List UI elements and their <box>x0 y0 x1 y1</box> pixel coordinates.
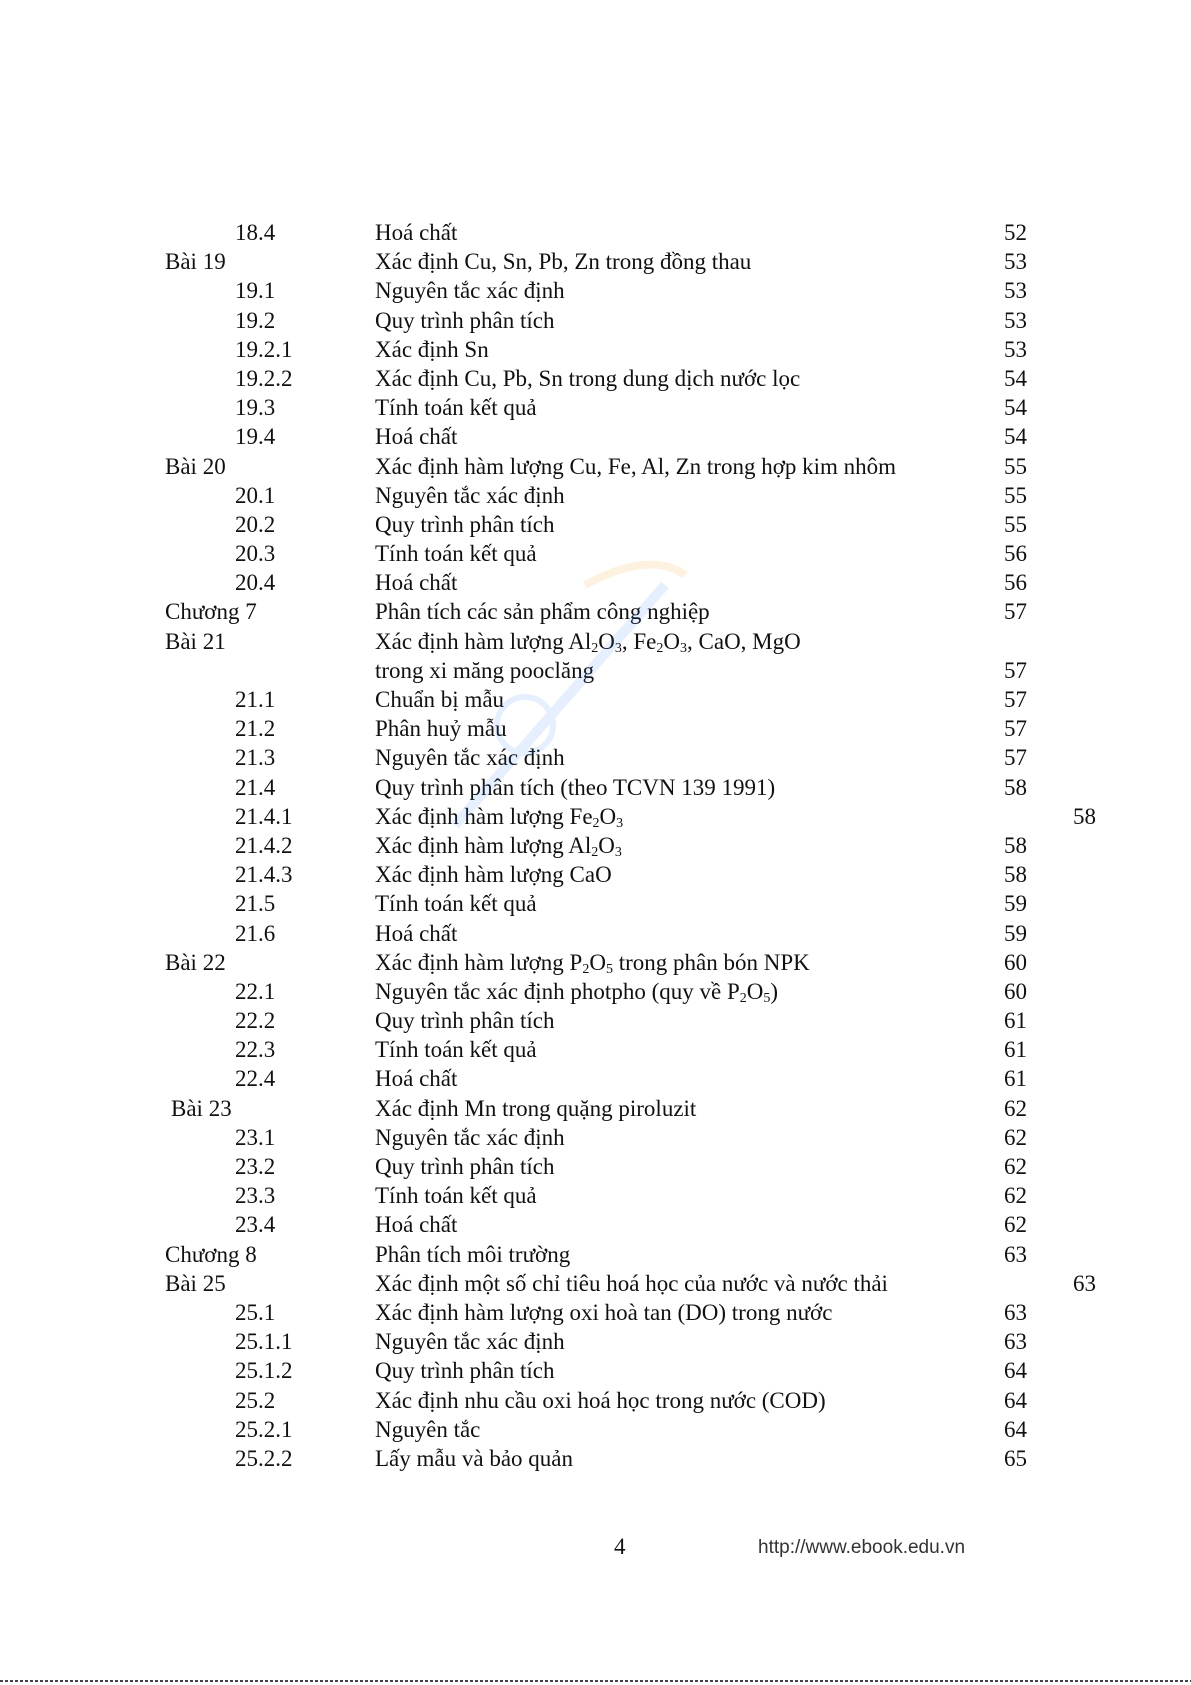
toc-entry-title: Tính toán kết quả <box>375 1037 537 1063</box>
toc-entry-page: 62 <box>1004 1154 1027 1179</box>
toc-entry-number: 21.2 <box>235 716 276 742</box>
toc-entry-title: Tính toán kết quả <box>375 1183 537 1209</box>
toc-entry-title: Chuẩn bị mẫu <box>375 687 505 712</box>
toc-entry <box>0 1389 1191 1418</box>
toc-entry-title: Quy trình phân tích (theo TCVN 139 1991) <box>375 774 776 800</box>
toc-entry-page: 57 <box>1004 687 1027 712</box>
toc-entry <box>0 484 1191 513</box>
toc-entry-number: 25.2.2 <box>235 1445 293 1471</box>
toc-entry <box>0 922 1191 951</box>
toc-entry-number: 25.2.1 <box>235 1416 293 1442</box>
toc-entry-title: Xác định hàm lượng $Al_2O_3$ <box>375 832 622 860</box>
toc-entry-title: Phân tích môi trường <box>375 1241 571 1267</box>
toc-entry-number: 21.3 <box>235 745 276 771</box>
toc-entry-page: 62 <box>1004 1183 1027 1209</box>
toc-entry <box>0 892 1191 921</box>
toc-entry-page: 62 <box>1004 1124 1027 1150</box>
toc-entry-title: Hoá chất <box>375 424 458 450</box>
toc-entry-number: Bài 22 <box>165 949 226 975</box>
table-of-contents <box>0 221 1191 1476</box>
toc-entry-title: Xác định hàm lượng $Fe_2O_3$ <box>375 803 624 831</box>
toc-entry-title: Xác định hàm lượng Cu, Fe, Al, Zn trong hợp kim nhôm <box>375 453 897 479</box>
toc-entry-number: 25.1.1 <box>235 1329 293 1355</box>
toc-entry-number: 22.4 <box>235 1066 276 1092</box>
toc-entry-page: 58 <box>1004 862 1027 888</box>
toc-entry <box>0 1038 1191 1067</box>
watermark-logo-icon <box>435 545 735 845</box>
toc-entry-number: 21.6 <box>235 920 276 946</box>
toc-entry-page: 53 <box>1004 249 1027 275</box>
toc-entry-page: 53 <box>1004 307 1027 333</box>
toc-entry-number: 18.4 <box>235 220 276 245</box>
toc-entry-page: 65 <box>1004 1445 1027 1471</box>
toc-entry-page: 58 <box>1004 774 1027 800</box>
toc-entry <box>0 455 1191 484</box>
toc-entry-page: 60 <box>1004 978 1027 1004</box>
toc-entry-title: Nguyên tắc xác định <box>375 1124 565 1150</box>
toc-entry-page: 55 <box>1004 511 1027 537</box>
toc-entry-title: Hoá chất <box>375 1066 458 1092</box>
toc-entry-number: 20.2 <box>235 511 276 537</box>
footer-url[interactable]: http://www.ebook.edu.vn <box>758 1537 966 1558</box>
toc-entry-page: 64 <box>1004 1358 1027 1384</box>
toc-entry <box>0 1272 1191 1301</box>
toc-entry-number: 23.4 <box>235 1212 276 1238</box>
bottom-rule <box>0 1680 1191 1682</box>
toc-entry-title: Hoá chất <box>375 220 458 245</box>
toc-entry-page: 59 <box>1004 891 1027 917</box>
toc-entry-page: 63 <box>1073 1270 1096 1296</box>
toc-entry <box>0 1243 1191 1272</box>
toc-entry-number: 19.2.1 <box>235 336 293 362</box>
toc-entry-number: Bài 25 <box>165 1270 226 1296</box>
toc-entry-number: Bài 19 <box>165 249 226 275</box>
toc-entry-title: Xác định hàm lượng $P_2O_5$ trong phân bón NPK <box>375 949 810 977</box>
toc-entry-page: 59 <box>1004 920 1027 946</box>
toc-entry <box>0 338 1191 367</box>
toc-entry-page: 64 <box>1004 1416 1027 1442</box>
toc-entry-page: 54 <box>1004 424 1027 450</box>
toc-entry-number: 21.4.1 <box>235 803 293 829</box>
toc-entry-number: 21.5 <box>235 891 276 917</box>
toc-entry <box>0 221 1191 250</box>
toc-entry-title: Tính toán kết quả <box>375 395 537 421</box>
toc-entry-page: 62 <box>1004 1095 1027 1121</box>
toc-entry-page: 57 <box>1004 657 1027 683</box>
toc-entry-number: 25.1 <box>235 1299 276 1325</box>
toc-entry-title: Hoá chất <box>375 570 458 596</box>
toc-entry-title: Quy trình phân tích <box>375 511 555 537</box>
toc-entry-page: 54 <box>1004 365 1027 391</box>
toc-entry-number: 20.1 <box>235 482 276 508</box>
toc-entry-page: 58 <box>1073 803 1096 829</box>
toc-entry-number: 21.4.2 <box>235 832 293 858</box>
toc-entry-number: Chương 7 <box>165 599 257 625</box>
toc-entry-page: 60 <box>1004 949 1027 975</box>
toc-entry-page: 61 <box>1004 1066 1027 1092</box>
toc-entry <box>0 425 1191 454</box>
toc-entry-number: 22.2 <box>235 1008 276 1034</box>
toc-entry-number: 19.3 <box>235 395 276 421</box>
toc-entry-title: Xác định Sn <box>375 336 489 362</box>
toc-entry <box>0 396 1191 425</box>
toc-entry <box>0 309 1191 338</box>
toc-entry-page: 54 <box>1004 395 1027 421</box>
toc-entry-title: Xác định hàm lượng CaO <box>375 862 612 888</box>
toc-entry-page: 61 <box>1004 1037 1027 1063</box>
toc-entry <box>0 1184 1191 1213</box>
toc-entry <box>0 1301 1191 1330</box>
toc-entry-page: 52 <box>1004 220 1027 245</box>
toc-entry-title: Nguyên tắc <box>375 1416 481 1442</box>
toc-entry <box>0 863 1191 892</box>
toc-entry-title: Quy trình phân tích <box>375 1154 555 1179</box>
toc-entry-title: Quy trình phân tích <box>375 1008 555 1034</box>
toc-entry-page: 56 <box>1004 541 1027 567</box>
toc-entry <box>0 1126 1191 1155</box>
toc-entry-page: 63 <box>1004 1241 1027 1267</box>
toc-entry-title: Nguyên tắc xác định <box>375 482 565 508</box>
toc-entry-title: Tính toán kết quả <box>375 891 537 917</box>
toc-entry <box>0 1213 1191 1242</box>
toc-entry <box>0 1418 1191 1447</box>
toc-entry-number: 19.1 <box>235 278 276 304</box>
toc-entry-page: 64 <box>1004 1387 1027 1413</box>
toc-entry-number: 23.3 <box>235 1183 276 1209</box>
toc-entry-number: Chương 8 <box>165 1241 257 1267</box>
toc-entry-number: 23.2 <box>235 1154 276 1179</box>
toc-entry <box>0 1155 1191 1184</box>
toc-entry-number: Bài 21 <box>165 628 226 654</box>
toc-entry <box>0 367 1191 396</box>
toc-entry-page: 57 <box>1004 716 1027 742</box>
toc-entry-number: 20.3 <box>235 541 276 567</box>
toc-entry-title: Nguyên tắc xác định <box>375 1329 565 1355</box>
toc-entry-title: Phân tích các sản phẩm công nghiệp <box>375 599 710 625</box>
toc-entry <box>0 980 1191 1009</box>
toc-entry <box>0 513 1191 542</box>
toc-entry <box>0 1447 1191 1476</box>
toc-entry-number: 21.4 <box>235 774 276 800</box>
toc-entry-number: 21.1 <box>235 687 276 712</box>
toc-entry-title: Xác định Cu, Sn, Pb, Zn trong đồng thau <box>375 249 752 275</box>
toc-entry-number: Bài 20 <box>165 453 226 479</box>
toc-entry-page: 63 <box>1004 1299 1027 1325</box>
toc-entry-title: Nguyên tắc xác định <box>375 745 565 771</box>
toc-entry-number: 21.4.3 <box>235 862 293 888</box>
toc-entry-page: 56 <box>1004 570 1027 596</box>
toc-entry-number: 25.2 <box>235 1387 276 1413</box>
toc-entry <box>0 1067 1191 1096</box>
toc-entry-number: 23.1 <box>235 1124 276 1150</box>
toc-entry-title: Xác định nhu cầu oxi hoá học trong nước (COD) <box>375 1387 826 1413</box>
toc-entry <box>0 1097 1191 1126</box>
toc-entry-page: 53 <box>1004 336 1027 362</box>
toc-entry <box>0 250 1191 279</box>
toc-entry-number: 20.4 <box>235 570 276 596</box>
toc-entry-page: 57 <box>1004 599 1027 625</box>
toc-entry-title: Xác định Cu, Pb, Sn trong dung dịch nước lọc <box>375 365 801 391</box>
toc-entry <box>0 1330 1191 1359</box>
toc-entry <box>0 1009 1191 1038</box>
toc-entry-page: 55 <box>1004 482 1027 508</box>
toc-entry-title: Phân huỷ mẫu <box>375 716 507 742</box>
toc-entry-title: Hoá chất <box>375 1212 458 1238</box>
toc-entry-number: 19.2 <box>235 307 276 333</box>
toc-entry-title: Nguyên tắc xác định <box>375 278 565 304</box>
toc-entry-page: 63 <box>1004 1329 1027 1355</box>
toc-entry-number: 25.1.2 <box>235 1358 293 1384</box>
toc-entry-title: Xác định Mn trong quặng piroluzit <box>375 1095 697 1121</box>
toc-entry-title: Nguyên tắc xác định photpho (quy về $P_2O_5$) <box>375 978 779 1006</box>
toc-entry-number: Bài 23 <box>171 1095 232 1121</box>
toc-entry-title: Lấy mẫu và bảo quản <box>375 1445 573 1471</box>
toc-entry-number: 19.2.2 <box>235 365 293 391</box>
toc-entry-number: 19.4 <box>235 424 276 450</box>
toc-entry-page: 57 <box>1004 745 1027 771</box>
toc-entry-title: Quy trình phân tích <box>375 1358 555 1384</box>
toc-entry <box>0 279 1191 308</box>
toc-entry <box>0 951 1191 980</box>
toc-entry-title: Xác định hàm lượng oxi hoà tan (DO) trong nước <box>375 1299 833 1325</box>
toc-entry-number: 22.3 <box>235 1037 276 1063</box>
toc-entry-title: Quy trình phân tích <box>375 307 555 333</box>
toc-entry-number: 22.1 <box>235 978 276 1004</box>
toc-entry <box>0 1359 1191 1388</box>
toc-entry-page: 62 <box>1004 1212 1027 1238</box>
toc-entry-title: trong xi măng pooclăng <box>375 657 595 683</box>
toc-entry-title: Tính toán kết quả <box>375 541 537 567</box>
toc-entry-page: 53 <box>1004 278 1027 304</box>
toc-entry-title: Xác định một số chỉ tiêu hoá học của nước và nước thải <box>375 1270 888 1296</box>
page-number: 4 <box>614 1534 626 1559</box>
toc-entry-title: Xác định hàm lượng $Al_2O_3$, $Fe_2O_3$, CaO, MgO <box>375 628 801 656</box>
toc-entry-page: 55 <box>1004 453 1027 479</box>
toc-entry-page: 58 <box>1004 832 1027 858</box>
toc-entry-page: 61 <box>1004 1008 1027 1034</box>
toc-entry-title: Hoá chất <box>375 920 458 946</box>
